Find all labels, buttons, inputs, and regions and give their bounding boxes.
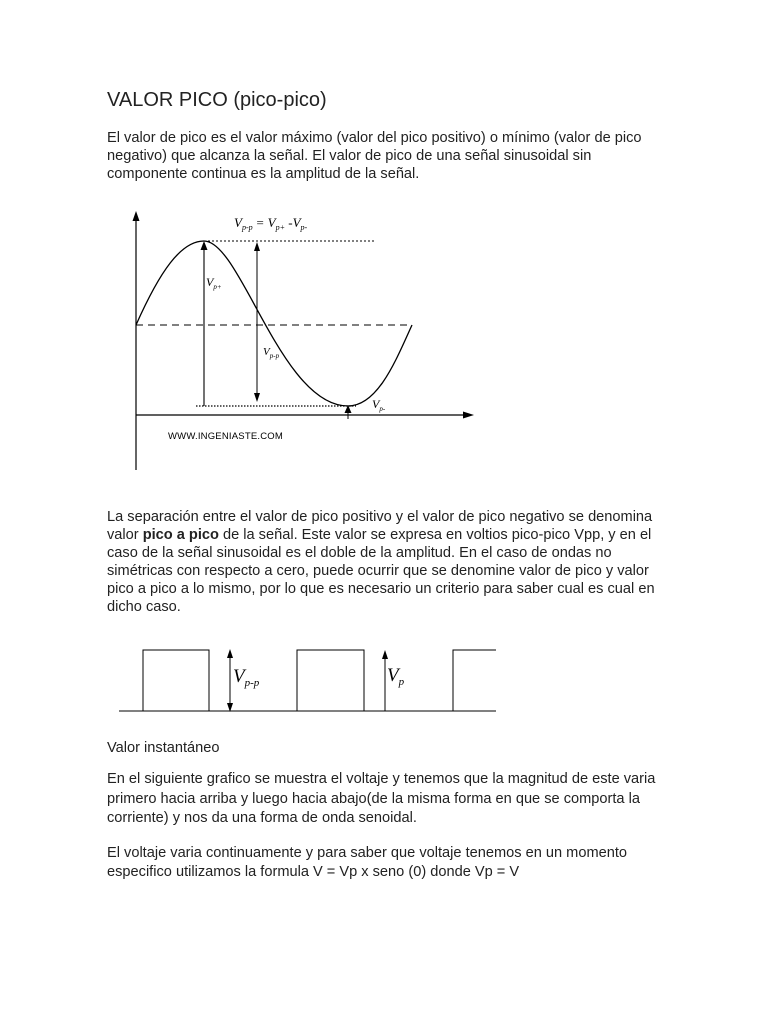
paragraph-text-before: La separación entre el valor de pico positivo y el valor de pico negativo se denomina valor <box>107 509 653 543</box>
subheading-instantaneous-value: Valor instantáneo <box>107 740 220 756</box>
vp-plus-arrow-head <box>201 241 208 250</box>
vpp-arrow-head-bottom <box>254 393 260 402</box>
bold-term-peak-to-peak: pico a pico <box>142 527 219 543</box>
square-wave-figure <box>115 640 505 720</box>
vp-arrow-head <box>382 650 388 659</box>
label-vpp: $V_{p-p}$ <box>263 346 280 360</box>
paragraph-text-after: de la señal. Este valor se expresa en voltios pico-pico Vpp, y en el caso de la señal sinusoidal es el doble de la amplitud. En el caso de ondas no simétricas con respecto a cero, puede ocurrir que se denomine valor de pico y valor pico a pico a lo mismo, por lo que es necesario un criterio para saber cual es cual en dicho caso. <box>107 527 655 615</box>
paragraph-formula: El voltaje varia continuamente y para saber que voltaje tenemos en un momento especifico utilizamos la formula V = Vp x seno (0) donde Vp = V <box>107 845 628 880</box>
paragraph-peak-value: El valor de pico es el valor máximo (valor del pico positivo) o mínimo (valor de pico negativo) que alcanza la señal. El valor de pico de una señal sinusoidal sin componente continua es la amplitud de la señal. <box>107 130 642 182</box>
label-vp: $V_p$ <box>387 665 405 688</box>
x-axis-arrow <box>463 412 474 419</box>
sine-curve <box>136 241 412 406</box>
sine-wave-figure <box>120 205 480 473</box>
label-vpp: $V_{p-p}$ <box>233 666 260 689</box>
square-wave-line <box>119 650 496 711</box>
vpp-arrow-head-top <box>227 649 233 658</box>
page-title: VALOR PICO (pico-pico) <box>107 89 327 111</box>
vpp-arrow-head-top <box>254 242 260 251</box>
label-vp-minus: $V_{p-}$ <box>372 397 386 413</box>
label-vp-plus: $V_{p+}$ <box>206 275 222 291</box>
y-axis-arrow <box>133 211 140 221</box>
paragraph-peak-to-peak <box>107 508 667 616</box>
formula-vpp: $V_{p-p} = V_{p+}$ $-V_{p-}$ <box>234 215 308 232</box>
watermark-text: WWW.INGENIASTE.COM <box>168 431 283 442</box>
paragraph-instantaneous-description: En el siguiente grafico se muestra el voltaje y tenemos que la magnitud de este varia primero hacia arriba y luego hacia abajo(de la misma forma en que se comporta la corriente) y nos da una forma de onda senoidal. <box>107 771 656 826</box>
